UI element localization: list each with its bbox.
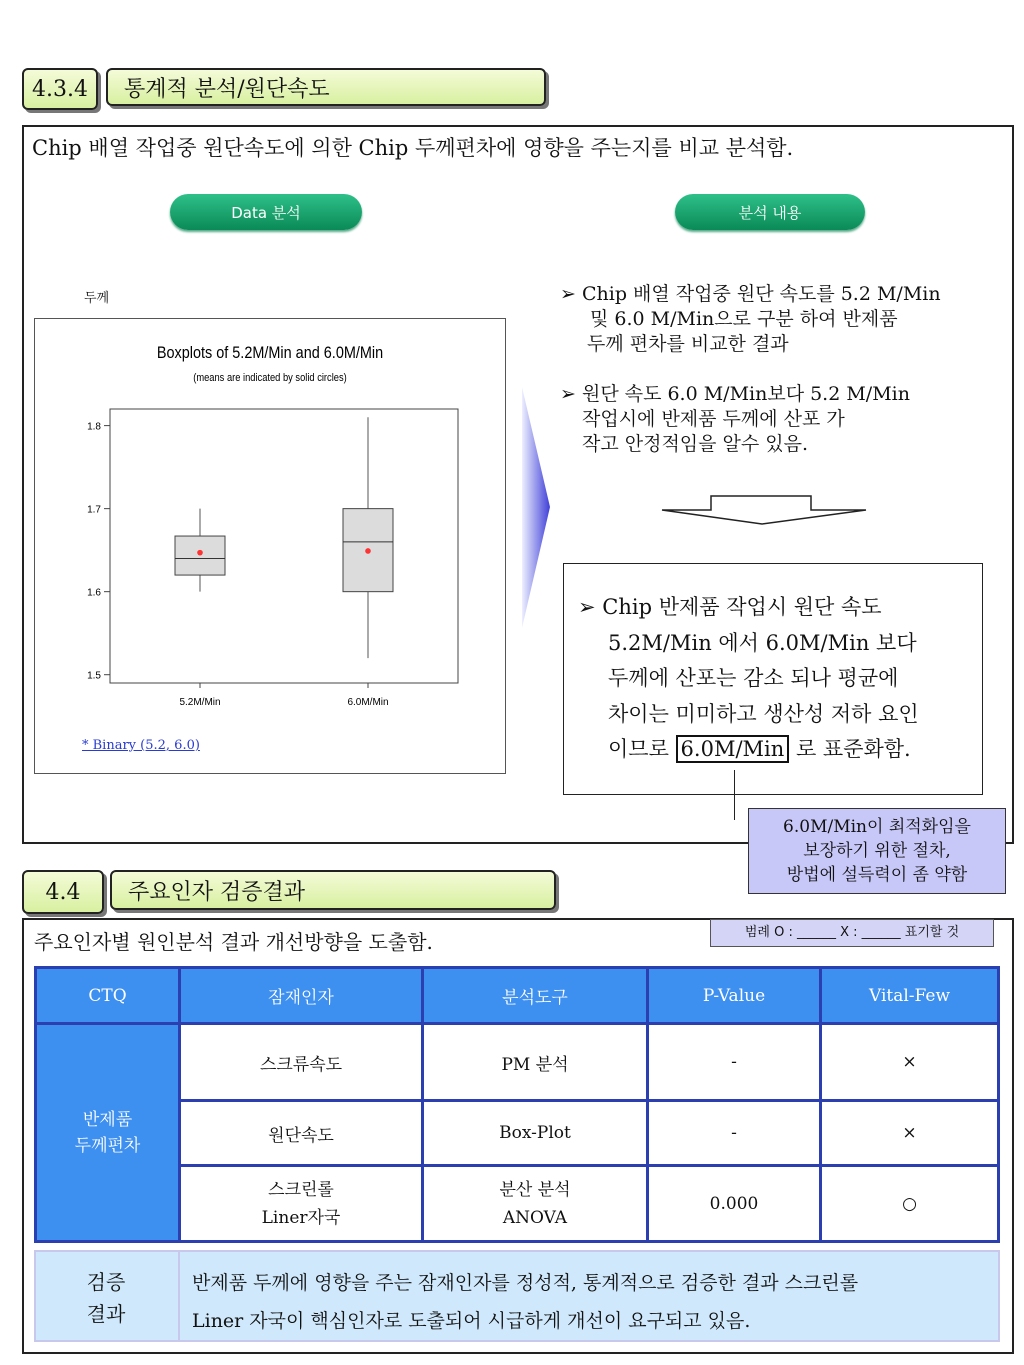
header-factor: 잠재인자 — [180, 968, 423, 1024]
tool-cell: PM 분석 — [423, 1024, 648, 1101]
factor-cell: 스크류속도 — [180, 1024, 423, 1101]
down-arrow-icon — [658, 494, 870, 526]
p-value-cell: - — [648, 1024, 821, 1101]
table-row — [36, 1166, 999, 1242]
conclusion-line-3: 두께에 산포는 감소 되나 평균에 — [608, 666, 899, 690]
callout-line — [734, 770, 735, 820]
review-note-line-2: 보장하기 위한 절차, — [803, 841, 951, 861]
section2-title-tag — [110, 870, 556, 910]
analysis-content-pill — [675, 194, 865, 230]
y-tick-label: 1.6 — [87, 587, 101, 599]
conclusion-line-4: 차이는 미미하고 생산성 저하 요인 — [608, 701, 919, 726]
header-vital-few: Vital-Few — [821, 968, 999, 1024]
mean-point — [197, 550, 203, 556]
table-row — [36, 1101, 999, 1166]
y-tick-label: 1.8 — [87, 421, 101, 433]
chart-subtitle: (means are indicated by solid circles) — [193, 372, 347, 385]
section2-title: 주요인자 검증결과 — [128, 879, 306, 905]
section-number: 4.3.4 — [32, 76, 88, 102]
vital-few-cell: × — [821, 1024, 999, 1101]
mean-point — [365, 548, 371, 554]
factor-cell: 스크린롤 Liner자국 — [180, 1166, 423, 1242]
p-value-cell: 0.000 — [648, 1166, 821, 1242]
box-iqr — [175, 536, 225, 575]
bullet-2-line-2: 작업시에 반제품 두께에 산포 가 — [582, 408, 845, 430]
section2-number-tag — [22, 870, 104, 914]
factor-table — [34, 966, 1000, 1243]
p-value-cell: - — [648, 1101, 821, 1166]
chart-caption: 두께 — [84, 291, 110, 306]
verification-intro: 주요인자별 원인분석 결과 개선방향을 도출함. — [34, 930, 433, 954]
legend-note: 범례 O : ______ X : ______ 표기할 것 — [710, 919, 994, 947]
header-ctq: CTQ — [36, 968, 180, 1024]
bullet-2-line-3: 작고 안정적임을 알수 있음. — [582, 433, 809, 455]
conclusion-text — [578, 590, 919, 768]
vital-few-cell: × — [821, 1101, 999, 1166]
factor-cell: 원단속도 — [180, 1101, 423, 1166]
conclusion-line-5: 이므로 6.0M/Min 로 표준화함. — [608, 737, 911, 761]
section2-number: 4.4 — [45, 879, 81, 905]
vital-few-cell: ○ — [821, 1166, 999, 1242]
review-note-line-1: 6.0M/Min이 최적화임을 — [783, 817, 971, 837]
table-row — [36, 1024, 999, 1101]
result-label: 검증 결과 — [86, 1270, 126, 1326]
header-tool: 분석도구 — [423, 968, 648, 1024]
analysis-intro: Chip 배열 작업중 원단속도에 의한 Chip 두께편차에 영향을 주는지를 비교 분석함. — [32, 136, 794, 160]
highlight-speed: 6.0M/Min — [676, 735, 790, 763]
section-title: 통계적 분석/원단속도 — [124, 76, 330, 102]
bullet-1 — [560, 282, 941, 357]
analysis-content-label: 분석 내용 — [738, 203, 802, 222]
data-analysis-label: Data 분석 — [231, 203, 301, 222]
plot-area — [110, 409, 458, 683]
y-tick-label: 1.5 — [87, 670, 101, 682]
conclusion-line-2: 5.2M/Min 에서 6.0M/Min 보다 — [608, 630, 917, 655]
header-p-value: P-Value — [648, 968, 821, 1024]
bullet-2 — [560, 382, 910, 457]
conclusion-line-1: ➢ Chip 반제품 작업시 원단 속도 — [578, 595, 882, 619]
x-tick-label: 5.2M/Min — [179, 697, 221, 708]
ctq-cell: 반제품 두께편차 — [36, 1024, 180, 1242]
result-text: 반제품 두께에 영향을 주는 잠재인자를 정성적, 통계적으로 검증한 결과 스크린롤 Liner 자국이 핵심인자로 도출되어 시급하게 개선이 요구되고 있음. — [192, 1272, 859, 1332]
tool-cell: Box-Plot — [423, 1101, 648, 1166]
binary-link[interactable]: * Binary (5.2, 6.0) — [82, 738, 200, 753]
result-divider — [178, 1250, 180, 1342]
data-analysis-pill — [170, 194, 362, 230]
review-note-line-3: 방법에 설득력이 좀 약함 — [786, 865, 968, 885]
section-number-tag — [22, 68, 98, 110]
bullet-2-line-1: ➢ 원단 속도 6.0 M/Min보다 5.2 M/Min — [560, 383, 910, 405]
review-note — [748, 808, 1006, 894]
chart-title: Boxplots of 5.2M/Min and 6.0M/Min — [156, 343, 384, 363]
x-tick-label: 6.0M/Min — [347, 697, 389, 708]
bullet-1-line-2: 및 6.0 M/Min으로 구분 하여 반제품 — [590, 308, 898, 330]
boxplot-chart — [34, 318, 506, 774]
transition-arrow — [520, 385, 552, 630]
bullet-1-line-1: ➢ Chip 배열 작업중 원단 속도를 5.2 M/Min — [560, 283, 941, 305]
y-tick-label: 1.7 — [87, 504, 101, 516]
section-title-tag — [106, 68, 546, 106]
tool-cell: 분산 분석 ANOVA — [423, 1166, 648, 1242]
bullet-1-line-3: 두께 편차를 비교한 결과 — [587, 333, 789, 355]
